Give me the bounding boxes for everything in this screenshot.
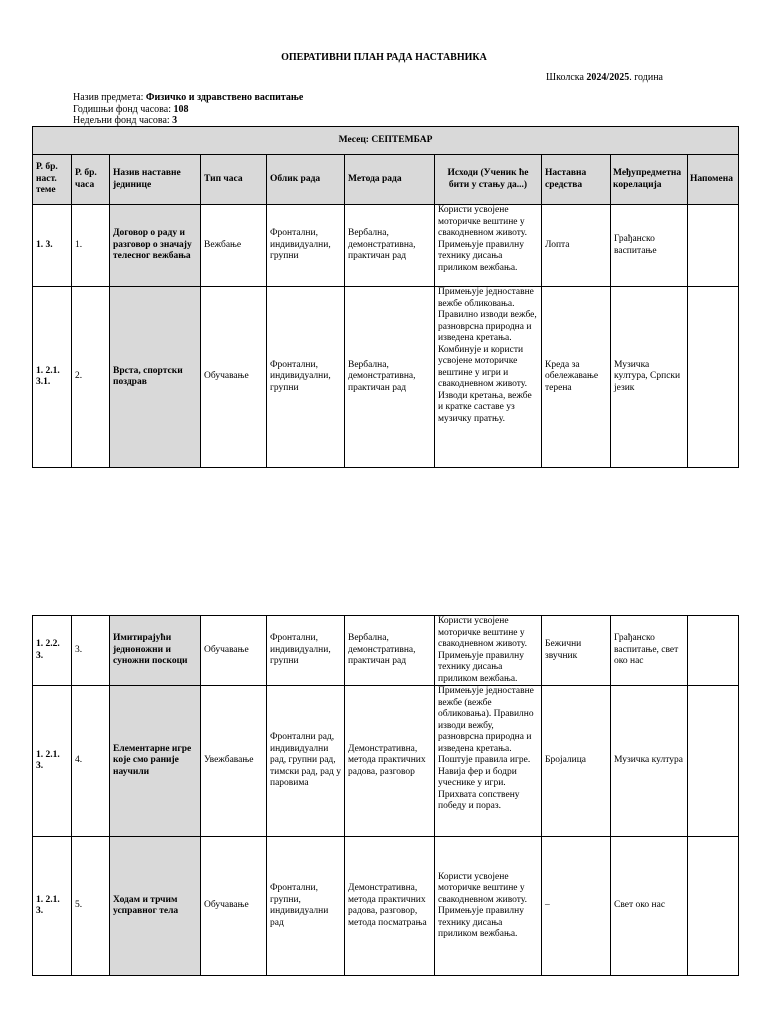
year-prefix: Школска [546,72,587,83]
lesson-no: 1. [72,205,110,287]
col-unit-name: Назив наставне јединице [110,155,201,205]
note [688,616,739,686]
lesson-no: 2. [72,287,110,468]
work-form: Фронтални, индивидуални, групни [267,205,345,287]
weekly-label: Недељни фонд часова: [73,115,173,126]
plan-table-page-2 [32,615,739,976]
topic-no: 1. 2.1. 3. [33,837,72,976]
lesson-type: Увежбавање [201,686,267,837]
topic-no: 1. 2.2. 3. [33,616,72,686]
resources: Креда за обележавање терена [542,287,611,468]
weekly-value: 3 [172,115,178,126]
unit-name: Договор о раду и разговор о значају телесног вежбања [110,205,201,287]
document-title: ОПЕРАТИВНИ ПЛАН РАДА НАСТАВНИКА [281,52,487,63]
lesson-type: Вежбање [201,205,267,287]
lesson-no: 3. [72,616,110,686]
outcomes: Користи усвојене моторичке вештине у свакодневном животу. Примењује правилну технику дисања приликом вежбања. [435,616,542,686]
col-lesson-type: Тип часа [201,155,267,205]
lesson-no: 5. [72,837,110,976]
method: Вербална, демонстративна, практичан рад [345,287,435,468]
method: Вербална, демонстративна, практичан рад [345,616,435,686]
table-row [33,616,739,686]
column-header-row [33,155,739,205]
unit-name: Имитирајући једноножни и суножни поскоци [110,616,201,686]
resources: Лопта [542,205,611,287]
subject-value: Физичко и здравствено васпитање [145,92,304,103]
school-year [546,72,663,83]
outcomes: Примењује једноставне вежбе (вежбе обликовања). Правилно изводи вежбу, разноврсна природна и изведена кретања. Поштује правила игре. Навија фер и бодри учеснике у игри. Прихвата сопствену победу и пораз. [435,686,542,837]
topic-no: 1. 2.1. 3. [33,686,72,837]
work-form: Фронтални, индивидуални, групни [267,287,345,468]
note [688,205,739,287]
table-row [33,837,739,976]
work-form: Фронтални, групни, индивидуални рад [267,837,345,976]
work-form: Фронтални, индивидуални, групни [267,616,345,686]
note [688,837,739,976]
correlation: Грађанско васпитање, свет око нас [611,616,688,686]
lesson-no: 4. [72,686,110,837]
annual-value: 108 [173,103,189,115]
col-method: Метода рада [345,155,435,205]
lesson-type: Обучавање [201,837,267,976]
topic-no: 1. 3. [33,205,72,287]
col-correlation: Међупредметна корелација [611,155,688,205]
table-row [33,686,739,837]
unit-name: Елементарне игре које смо раније научили [110,686,201,837]
subject-line [73,92,303,104]
unit-name: Ходам и трчим усправног тела [110,837,201,976]
resources: Бежични звучник [542,616,611,686]
subject-label: Назив предмета: [73,92,146,103]
correlation: Музичка култура, Српски језик [611,287,688,468]
annual-line [73,104,303,116]
col-lesson-no: Р. бр. часа [72,155,110,205]
correlation: Грађанско васпитање [611,205,688,287]
correlation: Музичка култура [611,686,688,837]
col-work-form: Облик рада [267,155,345,205]
unit-name: Врста, спортски поздрав [110,287,201,468]
resources: – [542,837,611,976]
year-value: 2024/2025 [586,72,630,83]
col-topic-no: Р. бр. наст. теме [33,155,72,205]
table-row [33,205,739,287]
outcomes: Користи усвојене моторичке вештине у свакодневном животу. Примењује правилну технику дисања приликом вежбања. [435,837,542,976]
col-resources: Наставна средства [542,155,611,205]
topic-no: 1. 2.1. 3.1. [33,287,72,468]
correlation: Свет око нас [611,837,688,976]
resources: Бројалица [542,686,611,837]
outcomes: Примењује једноставне вежбе обликовања. Правилно изводи вежбе, разноврсна природна и изведена кретања. Комбинује и користи усвојене моторичке вештине у игри и свакодневном животу. Изводи кретања, вежбе и кратке саставе уз музичку пратњу. [435,287,542,468]
annual-label: Годишњи фонд часова: [73,103,174,115]
note [688,287,739,468]
col-note: Напомена [688,155,739,205]
lesson-type: Обучавање [201,616,267,686]
note [688,686,739,837]
year-suffix: . година [629,72,663,83]
table-row [33,287,739,468]
month-row [33,127,739,155]
col-outcomes: Исходи (Ученик ће бити у стању да...) [435,155,542,205]
plan-table-page-1 [32,126,739,468]
work-form: Фронтални рад, индивидуални рад, групни рад, тимски рад, рад у паровима [267,686,345,837]
subject-info [73,92,303,127]
month-header: Месец: СЕПТЕМБАР [33,127,739,155]
outcomes: Користи усвојене моторичке вештине у свакодневном животу. Примењује правилну технику дисања приликом вежбања. [435,205,542,287]
lesson-type: Обучавање [201,287,267,468]
method: Вербална, демонстративна, практичан рад [345,205,435,287]
method: Демонстративна, метода практичних радова, разговор, метода посматрања [345,837,435,976]
method: Демонстративна, метода практичних радова, разговор [345,686,435,837]
weekly-line [73,115,303,127]
